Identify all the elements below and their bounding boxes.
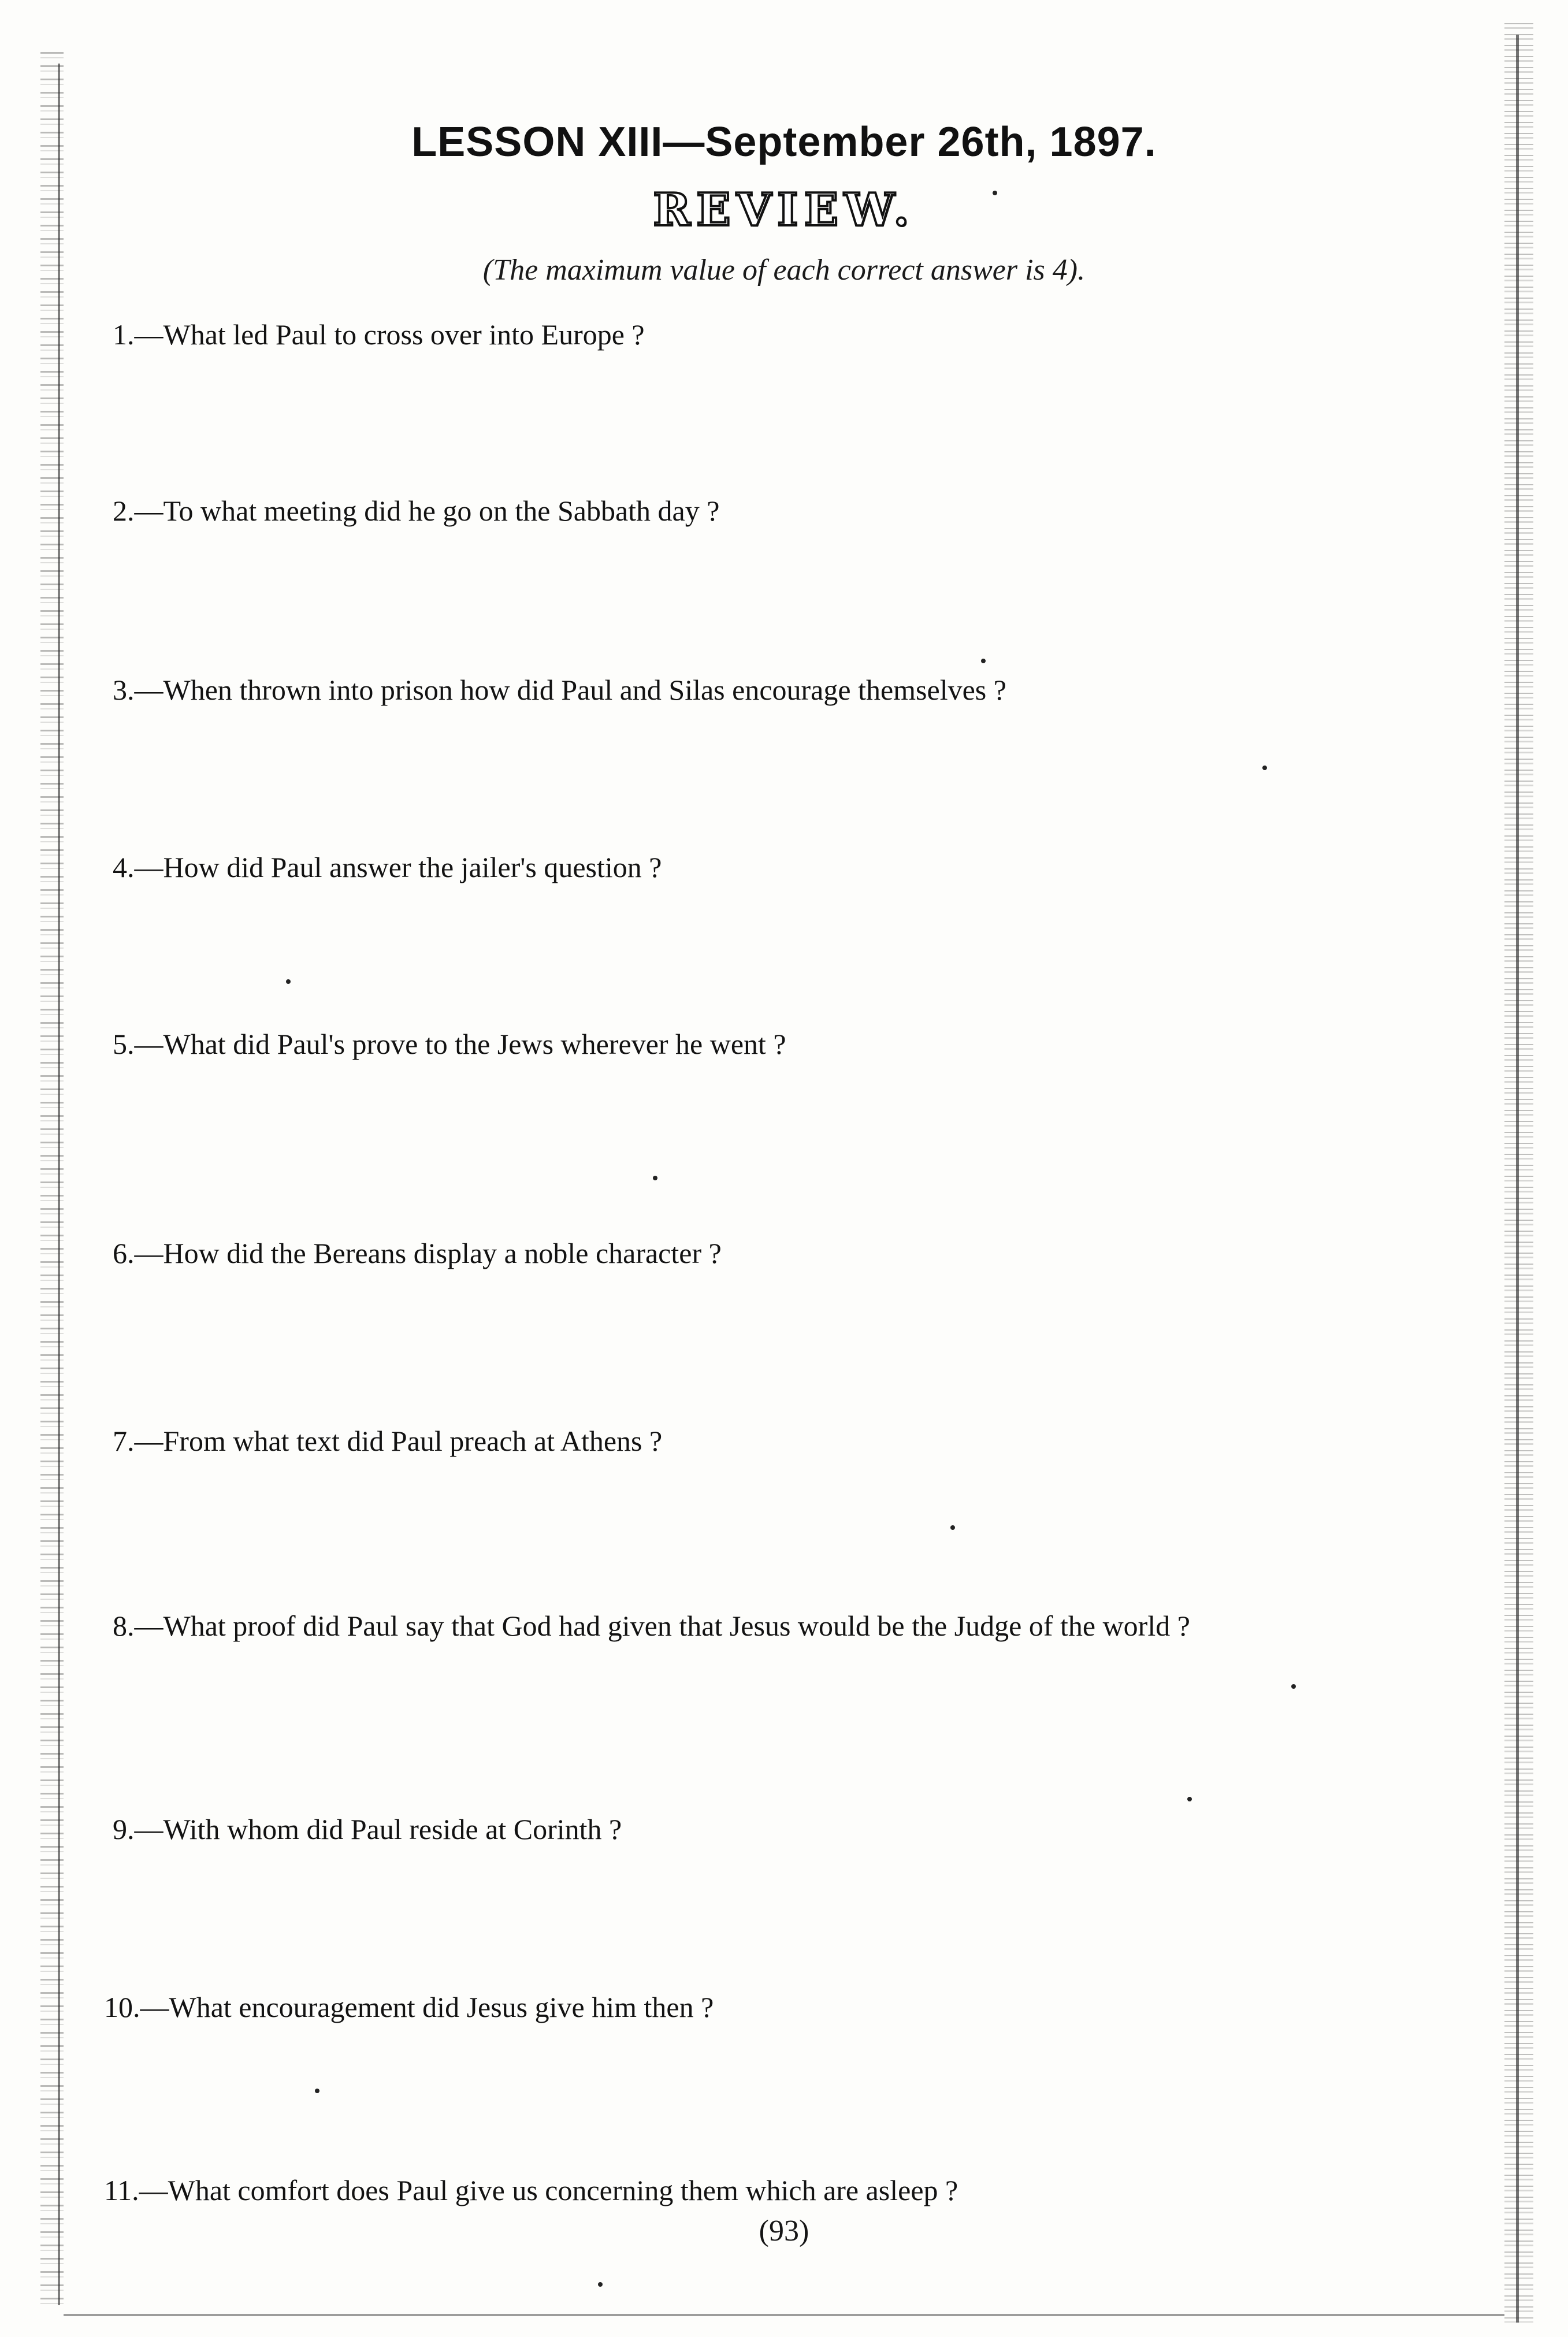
ink-speck — [598, 2282, 603, 2287]
question-text: —When thrown into prison how did Paul and Silas encourage themselves ? — [134, 674, 1006, 706]
ink-speck — [950, 1525, 955, 1530]
question-number: 10. — [104, 1991, 140, 2023]
right-border-texture — [1504, 23, 1533, 2323]
question-number: 1. — [113, 318, 135, 351]
question-text: —How did Paul answer the jailer's question ? — [134, 851, 662, 883]
left-border-line — [58, 64, 60, 2305]
question-text: —With whom did Paul reside at Corinth ? — [134, 1813, 622, 1845]
question-number: 7. — [113, 1425, 135, 1457]
question-number: 9. — [113, 1813, 135, 1845]
ink-speck — [1187, 1797, 1192, 1801]
ink-speck — [315, 2089, 319, 2093]
question-item — [113, 673, 1006, 707]
question-number: 3. — [113, 674, 135, 706]
question-text: —What proof did Paul say that God had given that Jesus would be the Judge of the world ? — [134, 1610, 1190, 1642]
question-number: 11. — [104, 2174, 139, 2206]
scoring-note: (The maximum value of each correct answer is 4). — [482, 254, 1086, 287]
question-item — [104, 2173, 958, 2207]
review-title: REVIEW. — [653, 184, 915, 236]
ink-speck — [286, 979, 291, 984]
question-item — [113, 850, 662, 884]
question-item — [113, 1424, 662, 1458]
question-item — [113, 494, 719, 527]
question-text: —To what meeting did he go on the Sabbath day ? — [134, 495, 720, 527]
ink-speck — [1291, 1684, 1296, 1689]
left-border-texture — [40, 52, 64, 2305]
question-item — [113, 1812, 622, 1846]
question-number: 6. — [113, 1237, 135, 1269]
question-text: —From what text did Paul preach at Athens ? — [134, 1425, 663, 1457]
question-item — [113, 1609, 1190, 1643]
question-number: 5. — [113, 1028, 135, 1060]
question-text: —What led Paul to cross over into Europe ? — [134, 318, 645, 351]
question-text: —What encouragement did Jesus give him then ? — [140, 1991, 714, 2023]
ink-speck — [1262, 766, 1267, 770]
question-item — [113, 318, 645, 351]
ink-speck — [653, 1176, 657, 1180]
page-number: (93) — [759, 2215, 809, 2247]
question-text: —What comfort does Paul give us concerning them which are asleep ? — [139, 2174, 958, 2206]
question-number: 2. — [113, 495, 135, 527]
lesson-heading: LESSON XIII—September 26th, 1897. — [411, 119, 1157, 165]
question-text: —How did the Bereans display a noble character ? — [134, 1237, 722, 1269]
question-number: 8. — [113, 1610, 135, 1642]
question-item — [104, 1990, 714, 2024]
ink-speck — [981, 659, 986, 663]
question-number: 4. — [113, 851, 135, 883]
question-item — [113, 1027, 786, 1061]
question-item — [113, 1236, 722, 1270]
question-text: —What did Paul's prove to the Jews wherever he went ? — [134, 1028, 786, 1060]
bottom-border-line — [64, 2314, 1504, 2316]
right-border-line — [1516, 35, 1519, 2323]
